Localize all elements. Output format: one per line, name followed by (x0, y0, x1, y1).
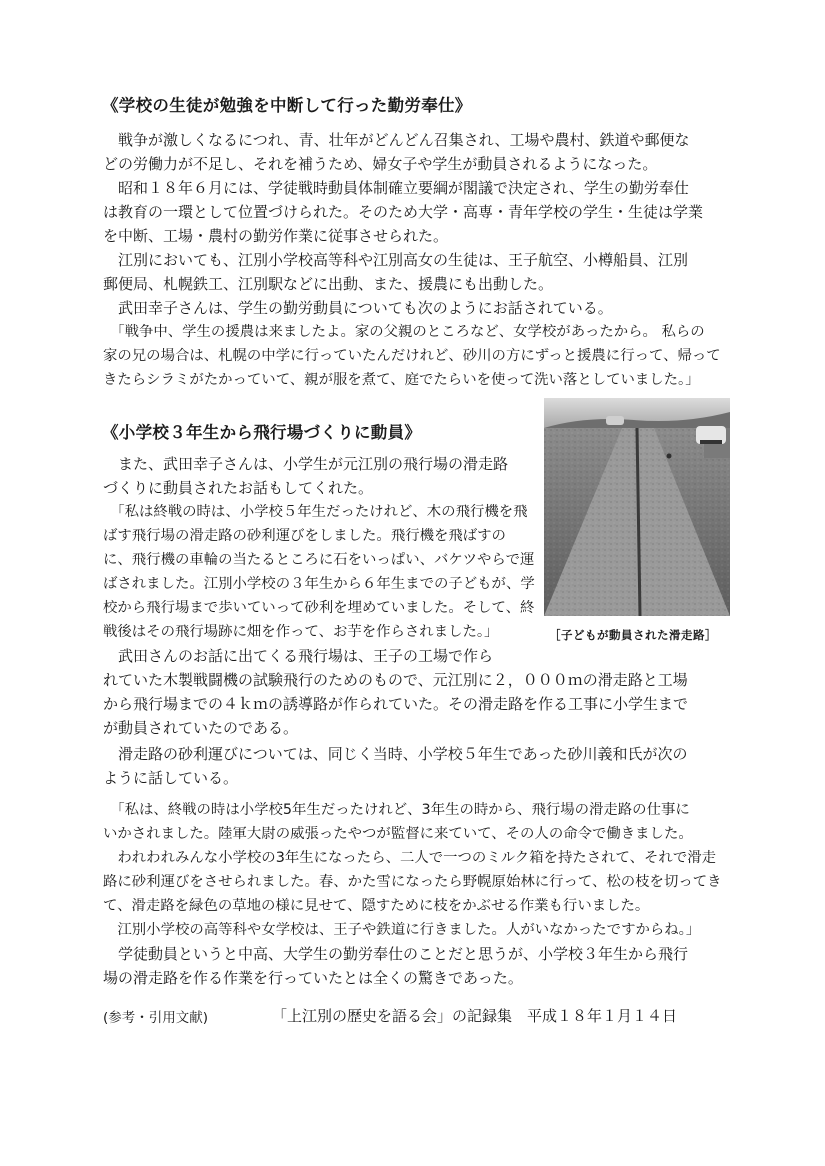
section2-quote2-line-2: いかされました。陸軍大尉の威張ったやつが監督に来ていて、その人の命令で働きました。 (103, 826, 693, 842)
section2-line-8: ように話している。 (103, 769, 239, 787)
section2-line-1: また、武田幸子さんは、小学生が元江別の飛行場の滑走路 (103, 455, 509, 473)
reference-label: (参考・引用文献) (103, 1010, 209, 1026)
section1-heading: 《学校の生徒が勉強を中断して行った勤労奉仕》 (102, 96, 472, 115)
section2-quote2-line-1: 「私は、終戦の時は小学校5年生だったけれど、3年生の時から、飛行場の滑走路の仕事に (103, 802, 690, 818)
section1-line-6: 江別においても、江別小学校高等科や江別高女の生徒は、王子航空、小樽船員、江別 (103, 251, 689, 269)
section2-line-6: が動員されていたのである。 (103, 719, 299, 737)
section1-line-3: 昭和１８年６月には、学徒戦時動員体制確立要綱が閣議で決定され、学生の勤労奉仕 (103, 179, 689, 197)
section2-quote-line-6: 戦後はその飛行場跡に畑を作って、お芋を作らされました。」 (103, 624, 499, 640)
section1-quote-line-2: 家の兄の場合は、札幌の中学に行っていたんだけれど、砂川の方にずっと援農に行って、帰って (103, 348, 721, 364)
section2-line-7: 滑走路の砂利運びについては、同じく当時、小学校５年生であった砂川義和氏が次の (103, 745, 688, 763)
section2-quote-line-1: 「私は終戦の時は、小学校５年生だったけれど、木の飛行機を飛 (103, 504, 528, 520)
section2-quote-line-5: 校から飛行場まで歩いていって砂利を埋めていました。そして、終 (103, 600, 535, 616)
section1-line-8: 武田幸子さんは、学生の勤労動員についても次のようにお話されている。 (103, 299, 613, 317)
runway-photo (544, 398, 730, 616)
section2-line-5: から飛行場までの４ｋｍの誘導路が作られていた。その滑走路を作る工事に小学生まで (103, 695, 689, 713)
section2-line-3: 武田さんのお話に出てくる飛行場は、王子の工場で作ら (103, 647, 494, 665)
section2-quote-line-4: ばされました。江別小学校の３年生から６年生までの子どもが、学 (103, 576, 535, 592)
section2-line-4: れていた木製戦闘機の試験飛行のためのもので、元江別に２，０００ｍの滑走路と工場 (103, 671, 688, 689)
section2-quote-line-2: ばす飛行場の滑走路の砂利運びをしました。飛行機を飛ばすの (103, 528, 506, 544)
section2-conclusion-line-2: 場の滑走路を作る作業を行っていたとは全くの驚きであった。 (103, 969, 523, 987)
section2-line-2: づくりに動員されたお話もしてくれた。 (103, 479, 374, 497)
section2-conclusion-line-1: 学徒動員というと中高、大学生の勤労奉仕のことだと思うが、小学校３年生から飛行 (103, 945, 689, 963)
photo-caption: ［子どもが動員された滑走路］ (549, 628, 717, 642)
section1-quote-line-3: きたらシラミがたかっていて、親が服を煮て、庭でたらいを使って洗い落としていました。」 (103, 372, 700, 388)
section1-quote-line-1: 「戦争中、学生の援農は来ましたよ。家の父親のところなど、女学校があったから。 私らの (103, 324, 705, 340)
section1-line-5: を中断、工場・農村の勤労作業に従事させられた。 (103, 227, 449, 245)
section2-heading: 《小学校３年生から飛行場づくりに動員》 (102, 423, 422, 442)
section1-line-4: は教育の一環として位置づけられた。そのため大学・高専・青年学校の学生・生徒は学業 (103, 203, 704, 221)
section1-line-7: 郵便局、札幌鉄工、江別駅などに出動、また、援農にも出動した。 (103, 275, 554, 293)
section1-line-2: どの労働力が不足し、それを補うため、婦女子や学生が動員されるようになった。 (103, 155, 658, 173)
section2-quote-line-3: に、飛行機の車輪の当たるところに石をいっぱい、バケツやらで運 (103, 552, 535, 568)
reference-text: 「上江別の歴史を語る会」の記録集 平成１８年１月１４日 (272, 1007, 678, 1025)
section1-line-1: 戦争が激しくなるにつれ、青、壮年がどんどん召集され、工場や農村、鉄道や郵便な (103, 131, 690, 149)
section2-quote2-line-6: 江別小学校の高等科や女学校は、王子や鉄道に行きました。人がいなかったですからね。」 (103, 922, 701, 938)
section2-quote2-line-4: 路に砂利運びをさせられました。春、かた雪になったら野幌原始林に行って、松の枝を切ってき (103, 874, 722, 890)
section2-quote2-line-3: われわれみんな小学校の3年生になったら、二人で一つのミルク箱を持たされて、それで滑走 (103, 850, 716, 866)
section2-quote2-line-5: て、滑走路を緑色の草地の様に見せて、隠すために枝をかぶせる作業も行いました。 (103, 898, 650, 914)
